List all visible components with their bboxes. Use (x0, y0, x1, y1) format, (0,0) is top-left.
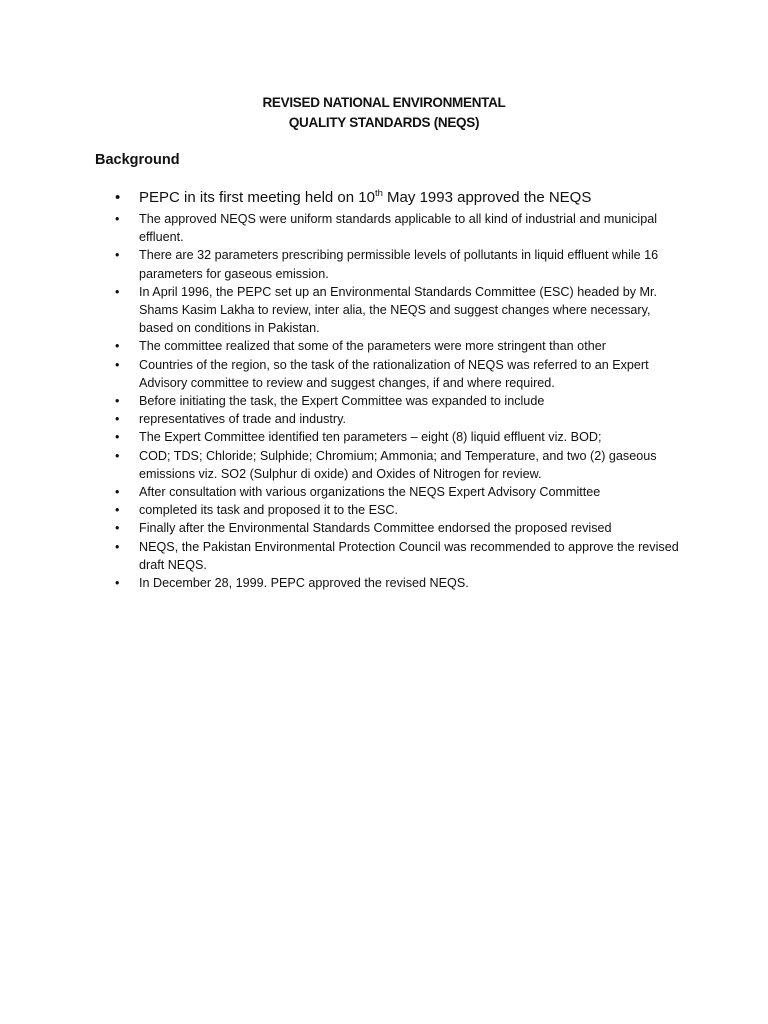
list-item: • In April 1996, the PEPC set up an Environmental Standards Committee (ESC) headed by Mr. Shams Kasim Lakha to review, inter alia, the NEQS and suggest changes where necessary, based on conditions in Pakistan. (0, 283, 684, 338)
list-item: • After consultation with various organizations the NEQS Expert Advisory Committee (0, 483, 684, 501)
list-item: • NEQS, the Pakistan Environmental Protection Council was recommended to approve the revised draft NEQS. (0, 538, 684, 574)
list-item: • In December 28, 1999. PEPC approved the revised NEQS. (0, 574, 684, 592)
list-item: • COD; TDS; Chloride; Sulphide; Chromium; Ammonia; and Temperature, and two (2) gaseous emissions viz. SO2 (Sulphur di oxide) and Oxides of Nitrogen for review. (0, 447, 684, 483)
bullet-list (0, 186, 768, 592)
list-item: • The Expert Committee identified ten parameters – eight (8) liquid effluent viz. BOD; (0, 428, 684, 446)
document-title-line-1: REVISED NATIONAL ENVIRONMENTAL (262, 95, 506, 110)
list-item: • The approved NEQS were uniform standards applicable to all kind of industrial and municipal effluent. (0, 210, 684, 246)
list-item: • The committee realized that some of the parameters were more stringent than other (0, 337, 684, 355)
lead-text-before: PEPC in its first meeting held on 10 (139, 189, 375, 206)
list-item: • There are 32 parameters prescribing permissible levels of pollutants in liquid effluent while 16 parameters for gaseous emission. (0, 246, 684, 282)
document-title-line-2: QUALITY STANDARDS (NEQS) (288, 115, 480, 130)
list-item-lead (0, 186, 684, 210)
lead-text-after: May 1993 approved the NEQS (382, 189, 592, 206)
list-item: • Finally after the Environmental Standards Committee endorsed the proposed revised (0, 519, 684, 537)
list-item: • completed its task and proposed it to the ESC. (0, 501, 684, 519)
lead-superscript: th (374, 188, 383, 199)
list-item: • Before initiating the task, the Expert Committee was expanded to include (0, 392, 684, 410)
list-item: • representatives of trade and industry. (0, 410, 684, 428)
list-item: • Countries of the region, so the task of the rationalization of NEQS was referred to an Expert Advisory committee to review and suggest changes, if and where required. (0, 356, 684, 392)
section-heading: Background (95, 152, 180, 168)
